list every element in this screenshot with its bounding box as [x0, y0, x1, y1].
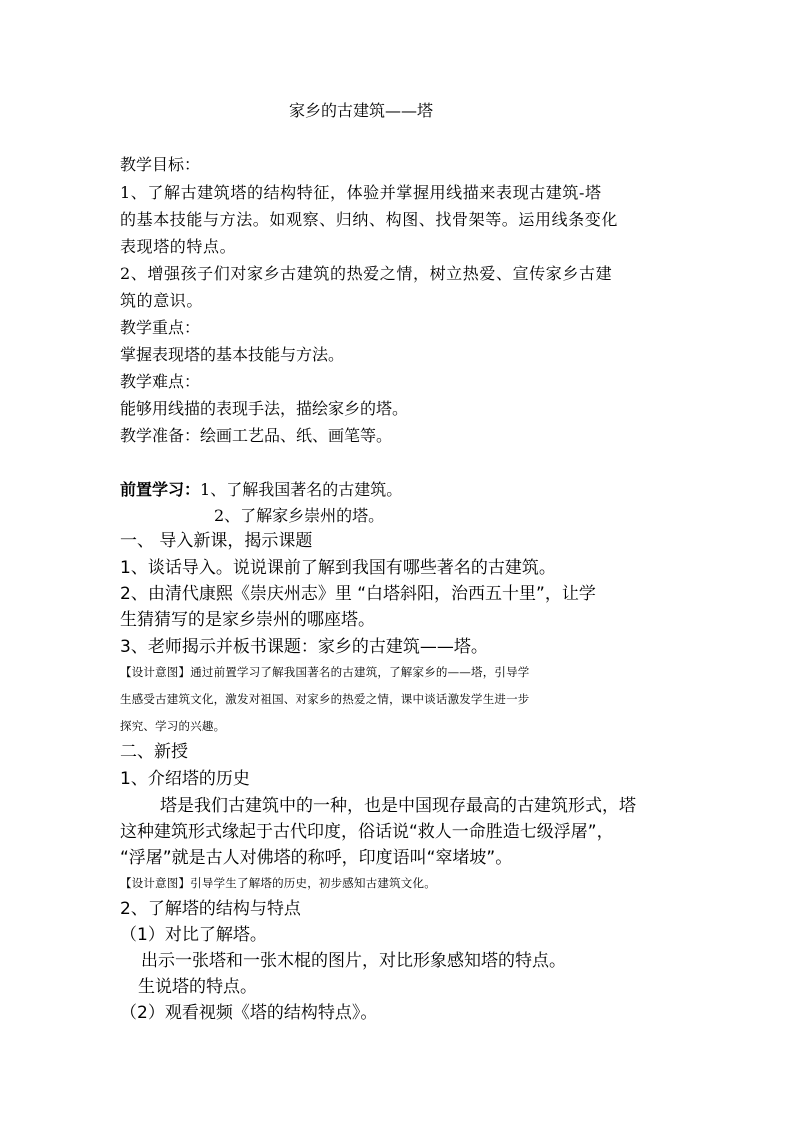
design-intent-note: 生感受古建筑文化，激发对祖国、对家乡的热爱之情，课中谈话激发学生进一步 — [120, 692, 530, 706]
section-heading-key-points: 教学重点： — [120, 318, 201, 337]
design-intent-note: 【设计意图】通过前置学习了解我国著名的古建筑，了解家乡的——塔，引导学 — [120, 665, 530, 679]
text-line: 表现塔的特点。 — [120, 237, 237, 256]
text-line: 掌握表现塔的基本技能与方法。 — [120, 345, 345, 364]
text-line: “浮屠”就是古人对佛塔的称呼，印度语叫“窣堵坡”。 — [120, 848, 513, 868]
section-heading-difficulties: 教学难点： — [120, 372, 201, 391]
text-line: 生猜猜写的是家乡崇州的哪座塔。 — [120, 610, 375, 630]
text-line: 2、由清代康熙《崇庆州志》里 “白塔斜阳，治西五十里”，让学 — [120, 584, 596, 604]
subsection-heading: 1、介绍塔的历史 — [120, 769, 250, 789]
text-line: 这种建筑形式缘起于古代印度，俗话说“救人一命胜造七级浮屠”， — [120, 822, 614, 842]
preview-study-item: 2、了解家乡崇州的塔。 — [214, 506, 385, 525]
text-line: （2）观看视频《塔的结构特点》。 — [120, 1003, 378, 1023]
preview-study-line — [120, 480, 402, 500]
subsection-heading: 2、了解塔的结构与特点 — [120, 899, 301, 919]
text-line: 生说塔的特点。 — [138, 977, 257, 997]
section-heading-preparation: 教学准备：绘画工艺品、纸、画笔等。 — [120, 426, 393, 445]
text-line: 1、了解古建筑塔的结构特征，体验并掌握用线描来表现古建筑-塔 — [120, 183, 602, 202]
text-line: 3、老师揭示并板书课题：家乡的古建筑——塔。 — [120, 637, 488, 657]
section-heading-intro: 一、 导入新课，揭示课题 — [120, 531, 313, 551]
design-intent-note: 探究、学习的兴趣。 — [120, 719, 226, 733]
text-line: 能够用线描的表现手法，描绘家乡的塔。 — [120, 399, 409, 418]
section-heading-goals: 教学目标： — [120, 155, 201, 174]
text-line: 筑的意识。 — [120, 291, 204, 310]
text-line: 出示一张塔和一张木棍的图片，对比形象感知塔的特点。 — [141, 951, 566, 971]
text-line: 的基本技能与方法。如观察、归纳、构图、找骨架等。运用线条变化 — [120, 210, 619, 229]
section-heading-new-lesson: 二、新授 — [120, 742, 188, 762]
text-line: 1、谈话导入。说说课前了解到我国有哪些著名的古建筑。 — [120, 558, 556, 578]
text-line: （1）对比了解塔。 — [120, 925, 267, 945]
preview-study-item: 1、了解我国著名的古建筑。 — [200, 480, 403, 499]
design-intent-note: 【设计意图】引导学生了解塔的历史，初步感知古建筑文化。 — [120, 876, 436, 890]
text-line: 塔是我们古建筑中的一种，也是中国现存最高的古建筑形式，塔 — [160, 796, 636, 816]
preview-study-label: 前置学习： — [120, 480, 201, 499]
text-line: 2、增强孩子们对家乡古建筑的热爱之情，树立热爱、宣传家乡古建 — [120, 264, 613, 283]
document-title: 家乡的古建筑——塔 — [289, 101, 434, 120]
